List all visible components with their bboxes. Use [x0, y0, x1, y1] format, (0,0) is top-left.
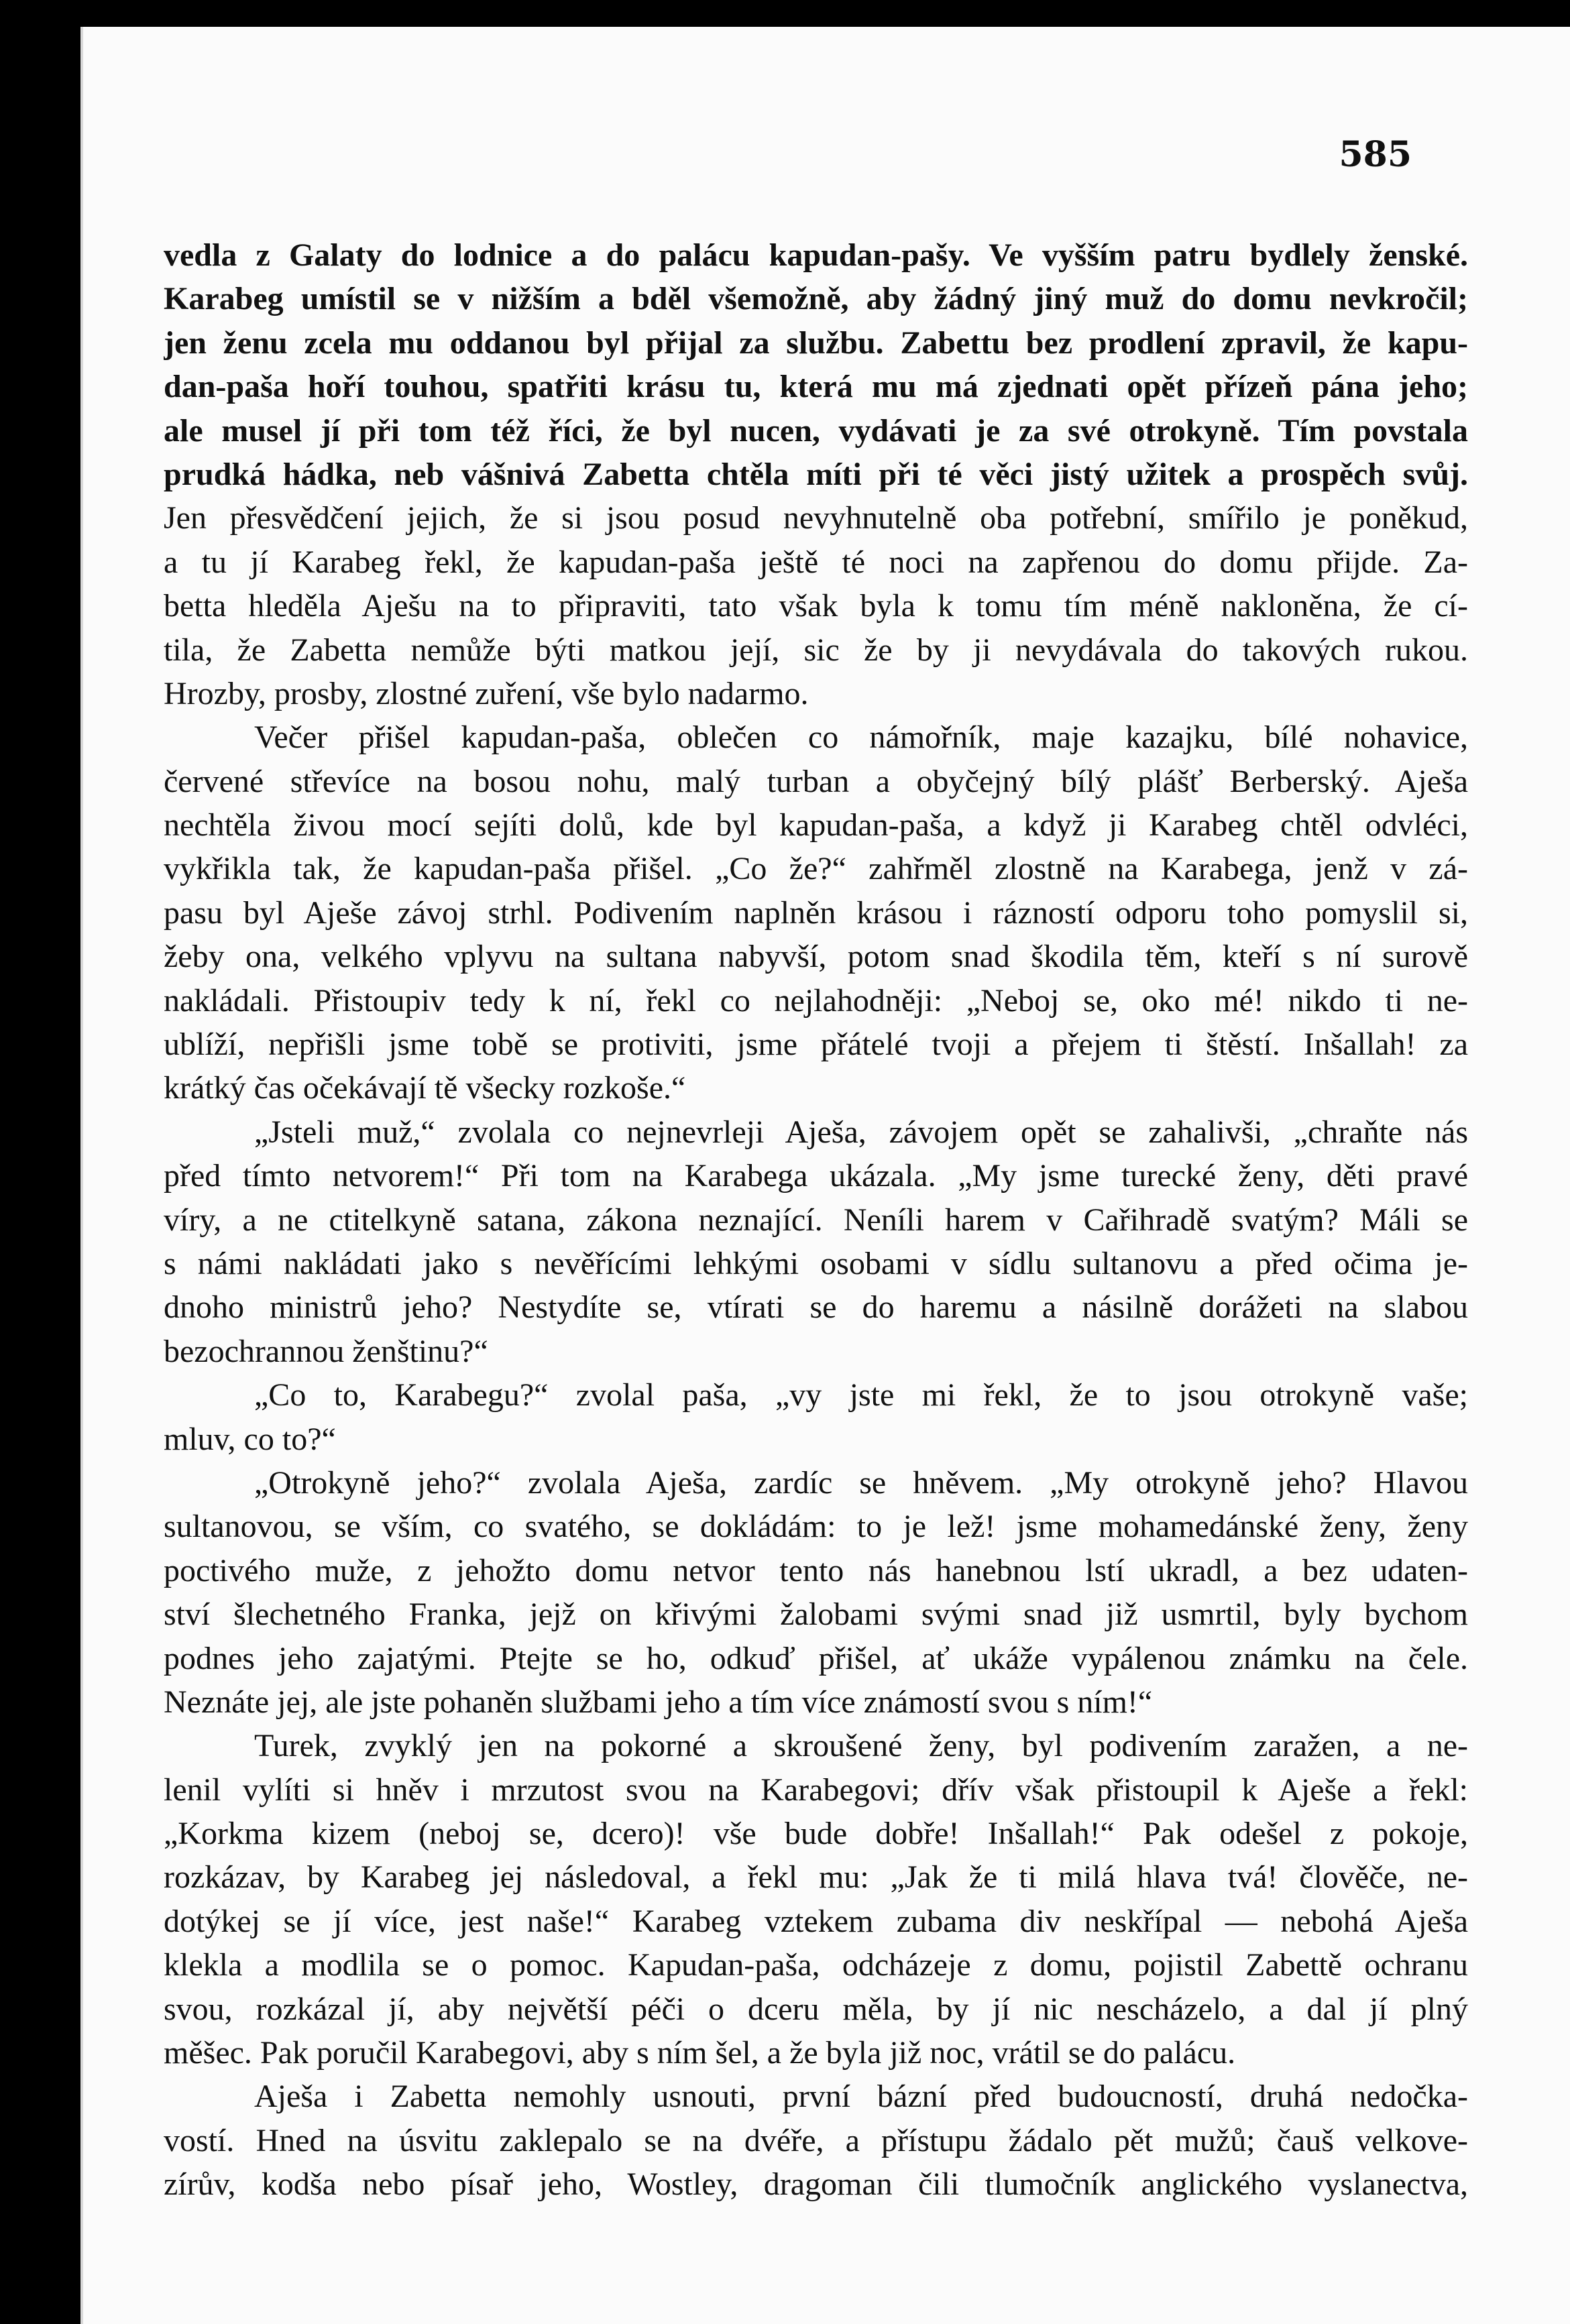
- text-line: Turek, zvyklý jen na pokorné a skroušené ženy, byl podivením zaražen, a ne-: [254, 1728, 1468, 1764]
- text-line: měšec. Pak poručil Karabegovi, aby s ním šel, a že byla již noc, vrátil se do palácu.: [164, 2035, 1236, 2071]
- text-line: tila, že Zabetta nemůže býti matkou její, sic že by ji nevydávala do takových rukou.: [164, 632, 1468, 668]
- paragraph: [164, 1461, 1468, 1724]
- text-line: podnes jeho zajatými. Ptejte se ho, odkuď přišel, ať ukáže vypálenou známku na čele.: [164, 1640, 1468, 1676]
- text-line: před tímto netvorem!“ Při tom na Karabega ukázala. „My jsme turecké ženy, děti pravé: [164, 1158, 1468, 1194]
- text-line: nakládali. Přistoupiv tedy k ní, řekl co nejlahodněji: „Neboj se, oko mé! nikdo ti ne-: [164, 982, 1468, 1019]
- text-line: vostí. Hned na úsvitu zaklepalo se na dvéře, a přístupu žádalo pět mužů; čauš velkove-: [164, 2122, 1468, 2158]
- text-line: ale musel jí při tom též říci, že byl nucen, vydávati je za své otrokyně. Tím povstala: [164, 412, 1468, 449]
- text-line: „Jsteli muž,“ zvolala co nejnevrleji Aješa, závojem opět se zahalivši, „chraňte nás: [254, 1114, 1468, 1150]
- text-line: svou, rozkázal jí, aby největší péči o dceru měla, by jí nic nescházelo, a dal jí plný: [164, 1991, 1468, 2027]
- paragraph: [164, 1373, 1468, 1461]
- text-line: nechtěla živou mocí sejíti dolů, kde byl kapudan-paša, a když ji Karabeg chtěl odvléci,: [164, 807, 1468, 844]
- text-line: zírův, kodša nebo písař jeho, Wostley, dragoman čili tlumočník anglického vyslanectva,: [164, 2166, 1468, 2203]
- paragraph: [164, 1724, 1468, 2075]
- text-line: Hrozby, prosby, zlostné zuření, vše bylo nadarmo.: [164, 675, 809, 711]
- text-line: bezochrannou ženštinu?“: [164, 1333, 488, 1369]
- text-line: rozkázav, by Karabeg jej následoval, a řekl mu: „Jak že ti milá hlava tvá! člověče, ne-: [164, 1859, 1468, 1896]
- text-line: dan-paša hoří touhou, spatřiti krásu tu, která mu má zjednati opět přízeň pána jeho;: [164, 369, 1468, 405]
- text-line: dnoho ministrů jeho? Nestydíte se, vtírati se do haremu a násilně dorážeti na slabou: [164, 1289, 1468, 1326]
- text-line: vedla z Galaty do lodnice a do palácu kapudan-pašy. Ve vyšším patru bydlely ženské.: [164, 237, 1468, 273]
- text-line: Aješa i Zabetta nemohly usnouti, první bázní před budoucností, druhá nedočka-: [254, 2079, 1468, 2115]
- text-line: pasu byl Aješe závoj strhl. Podivením naplněn krásou i rázností odporu toho pomyslil si,: [164, 894, 1468, 931]
- text-line: „Otrokyně jeho?“ zvolala Aješa, zardíc se hněvem. „My otrokyně jeho? Hlavou: [254, 1464, 1468, 1501]
- text-line: „Korkma kizem (neboj se, dcero)! vše bude dobře! Inšallah!“ Pak odešel z pokoje,: [164, 1816, 1468, 1852]
- text-line: víry, a ne ctitelkyně satana, zákona neznající. Neníli harem v Cařihradě svatým? Máli se: [164, 1202, 1468, 1238]
- paragraph: [164, 715, 1468, 1110]
- book-page: [80, 27, 1570, 2324]
- text-line: ublíží, nepřišli jsme tobě se protiviti, jsme přátelé tvoji a přejem ti štěstí. Inšallah! za: [164, 1027, 1468, 1063]
- text-line: ství šlechetného Franka, jejž on křivými žalobami svými snad již usmrtil, byly bychom: [164, 1596, 1468, 1633]
- text-line: a tu jí Karabeg řekl, že kapudan-paša ještě té noci na zapřenou do domu přijde. Za-: [164, 544, 1468, 580]
- text-line: Neznáte jej, ale jste pohaněn službami jeho a tím více známostí svou s ním!“: [164, 1684, 1153, 1720]
- text-line: dotýkej se jí více, jest naše!“ Karabeg vztekem zubama div neskřípal — nebohá Aješa: [164, 1903, 1468, 1939]
- text-line: „Co to, Karabegu?“ zvolal paša, „vy jste mi řekl, že to jsou otrokyně vaše;: [254, 1377, 1468, 1413]
- text-line: červené střevíce na bosou nohu, malý turban a obyčejný bílý plášť Berberský. Aješa: [164, 763, 1468, 799]
- text-line: poctivého muže, z jehožto domu netvor tento nás hanebnou lstí ukradl, a bez udaten-: [164, 1552, 1468, 1588]
- page-number: 585: [1339, 134, 1412, 175]
- text-line: lenil vylíti si hněv i mrzutost svou na Karabegovi; dřív však přistoupil k Aješe a řekl:: [164, 1771, 1468, 1808]
- text-line: prudká hádka, neb vášnivá Zabetta chtěla míti při té věci jistý užitek a prospěch svůj.: [164, 456, 1468, 492]
- text-line: jen ženu zcela mu oddanou byl přijal za službu. Zabettu bez prodlení zpravil, že kapu-: [164, 325, 1468, 361]
- text-line: Karabeg umístil se v nižším a bděl všemožně, aby žádný jiný muž do domu nevkročil;: [164, 281, 1468, 317]
- paragraph: [164, 233, 1468, 715]
- text-line: vykřikla tak, že kapudan-paša přišel. „Co že?“ zahřměl zlostně na Karabega, jenž v zá-: [164, 851, 1468, 887]
- text-line: Jen přesvědčení jejich, že si jsou posud nevyhnutelně oba potřební, smířilo je poněkud,: [164, 500, 1468, 536]
- paragraph: [164, 2075, 1468, 2206]
- text-line: žeby ona, velkého vplyvu na sultana nabyvší, potom snad škodila těm, kteří s ní surově: [164, 939, 1468, 975]
- text-line: sultanovou, se vším, co svatého, se dokládám: to je lež! jsme mohamedánské ženy, ženy: [164, 1509, 1468, 1545]
- text-line: Večer přišel kapudan-paša, oblečen co námořník, maje kazajku, bílé nohavice,: [254, 719, 1468, 756]
- page-text: [164, 233, 1468, 2207]
- paragraph: [164, 1110, 1468, 1373]
- text-line: s námi nakládati jako s nevěřícími lehkými osobami v sídlu sultanovu a před očima je-: [164, 1245, 1468, 1281]
- text-line: mluv, co to?“: [164, 1421, 336, 1457]
- text-line: klekla a modlila se o pomoc. Kapudan-paša, odcházeje z domu, pojistil Zabettě ochranu: [164, 1947, 1468, 1983]
- text-line: betta hleděla Aješu na to připraviti, tato však byla k tomu tím méně nakloněna, že cí-: [164, 588, 1468, 624]
- text-line: krátký čas očekávají tě všecky rozkoše.“: [164, 1070, 686, 1106]
